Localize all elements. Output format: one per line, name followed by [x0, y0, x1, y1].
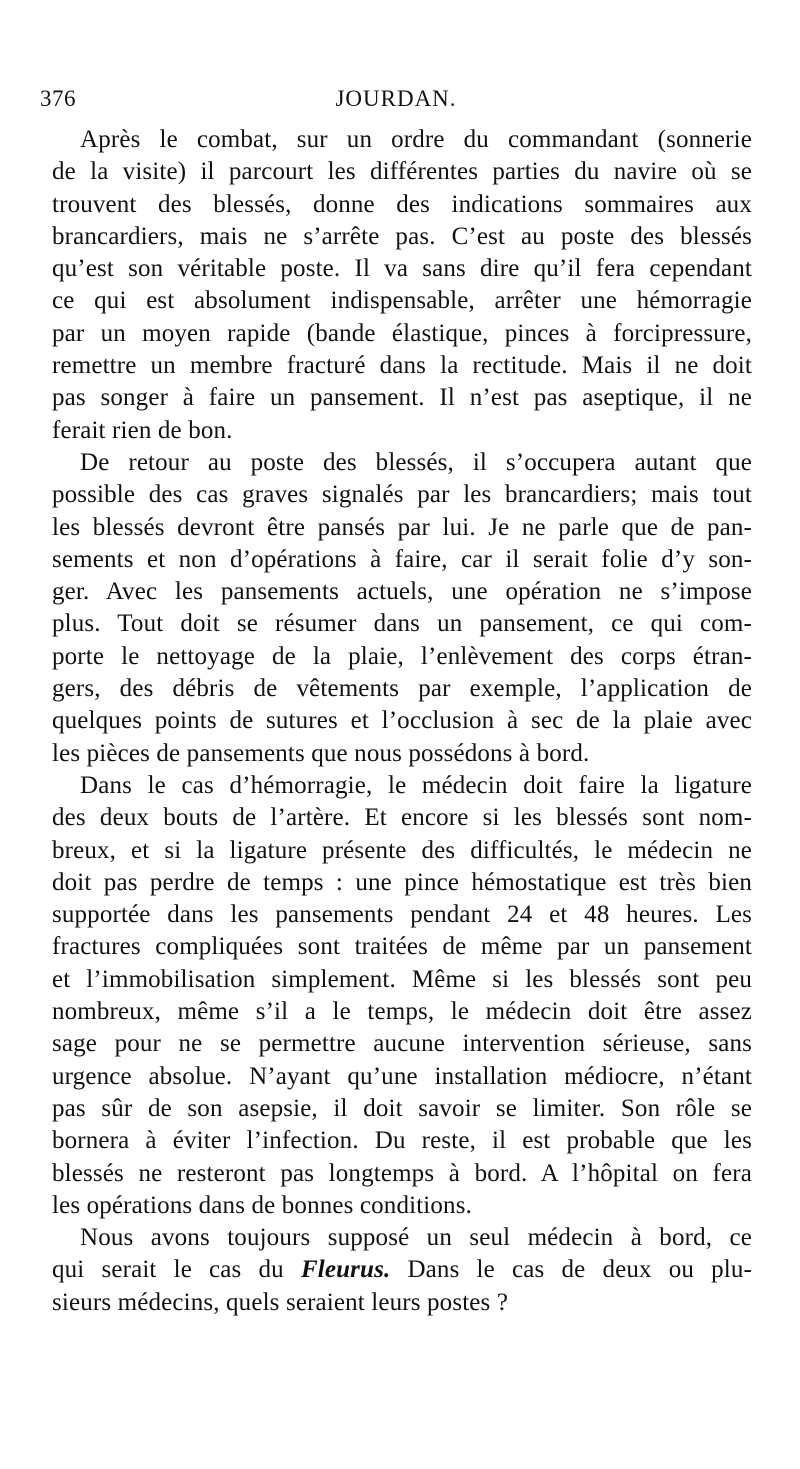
page-number: 376	[40, 86, 76, 111]
text-line: des deux bouts de l’artère. Et encore si les blessés sont nom-	[52, 804, 752, 832]
text-line: Après le combat, sur un ordre du commandant (sonnerie	[80, 126, 752, 153]
text-line: urgence absolue. N’ayant qu’une installation médiocre, n’étant	[52, 1062, 752, 1090]
text-line: sage pour ne se permettre aucune intervention sérieuse, sans	[52, 1030, 752, 1058]
text-line: les blessés devront être pansés par lui. Je ne parle que de pan-	[52, 513, 752, 541]
text-line: possible des cas graves signalés par les brancardiers; mais tout	[52, 481, 752, 509]
text-line: pas songer à faire un pansement. Il n’est pas aseptique, il ne	[52, 384, 752, 412]
text-segment: plu-	[711, 1256, 752, 1284]
text-line: pas sûr de son asepsie, il doit savoir se limiter. Son rôle se	[52, 1094, 752, 1122]
running-title: JOURDAN.	[335, 86, 457, 111]
text-segment: Dans le cas de deux ou	[390, 1256, 712, 1284]
text-line: Nous avons toujours supposé un seul médecin à bord, ce	[80, 1224, 752, 1252]
text-line: bornera à éviter l’infection. Du reste, il est probable que les	[52, 1127, 752, 1155]
text-line: ferait rien de bon.	[52, 416, 233, 444]
text-line: De retour au poste des blessés, il s’occupera autant que	[80, 448, 752, 476]
text-line: et l’immobilisation simplement. Même si les blessés sont peu	[52, 965, 752, 993]
text-line: quelques points de sutures et l’occlusion à sec de la plaie avec	[52, 707, 752, 735]
text-line: supportée dans les pansements pendant 24 et 48 heures. Les	[52, 901, 752, 929]
text-line	[52, 1254, 752, 1286]
text-line: remettre un membre fracturé dans la rectitude. Mais il ne doit	[52, 352, 752, 380]
text-segment: qui serait le cas du	[52, 1256, 301, 1284]
text-line: qu’est son véritable poste. Il va sans dire qu’il fera cependant	[52, 255, 752, 283]
text-line: Dans le cas d’hémorragie, le médecin doit faire la ligature	[80, 771, 752, 799]
text-line: breux, et si la ligature présente des difficultés, le médecin ne	[52, 836, 752, 864]
text-line: sieurs médecins, quels seraient leurs postes ?	[52, 1288, 509, 1316]
text-line: les pièces de pansements que nous possédons à bord.	[52, 739, 590, 767]
ship-name: Fleurus.	[300, 1256, 391, 1284]
text-line: brancardiers, mais ne s’arrête pas. C’est au poste des blessés	[52, 222, 752, 250]
paragraph-1	[52, 124, 752, 447]
text-line: blessés ne resteront pas longtemps à bord. A l’hôpital on fera	[52, 1159, 752, 1187]
text-line: sements et non d’opérations à faire, car il serait folie d’y son-	[52, 545, 752, 573]
text-line: gers, des débris de vêtements par exemple, l’application de	[52, 675, 752, 703]
text-line: doit pas perdre de temps : une pince hémostatique est très bien	[52, 868, 752, 896]
text-line: les opérations dans de bonnes conditions.	[52, 1191, 472, 1219]
body-text	[52, 124, 752, 1319]
page-header	[40, 86, 752, 116]
paragraph-3	[52, 770, 752, 1222]
text-line: par un moyen rapide (bande élastique, pinces à forcipressure,	[52, 319, 752, 347]
text-line: ger. Avec les pansements actuels, une opération ne s’impose	[52, 578, 752, 606]
text-line: nombreux, même s’il a le temps, le médecin doit être assez	[52, 998, 752, 1026]
text-line: trouvent des blessés, donne des indications sommaires aux	[52, 190, 752, 218]
paragraph-4	[52, 1222, 752, 1319]
text-line: porte le nettoyage de la plaie, l’enlèvement des corps étran-	[52, 642, 752, 670]
paragraph-2	[52, 447, 752, 770]
text-line: de la visite) il parcourt les différentes parties du navire où se	[52, 158, 752, 186]
text-line: fractures compliquées sont traitées de même par un pansement	[52, 933, 752, 961]
text-line: plus. Tout doit se résumer dans un pansement, ce qui com-	[52, 610, 752, 638]
text-line: ce qui est absolument indispensable, arrêter une hémorragie	[52, 287, 752, 315]
